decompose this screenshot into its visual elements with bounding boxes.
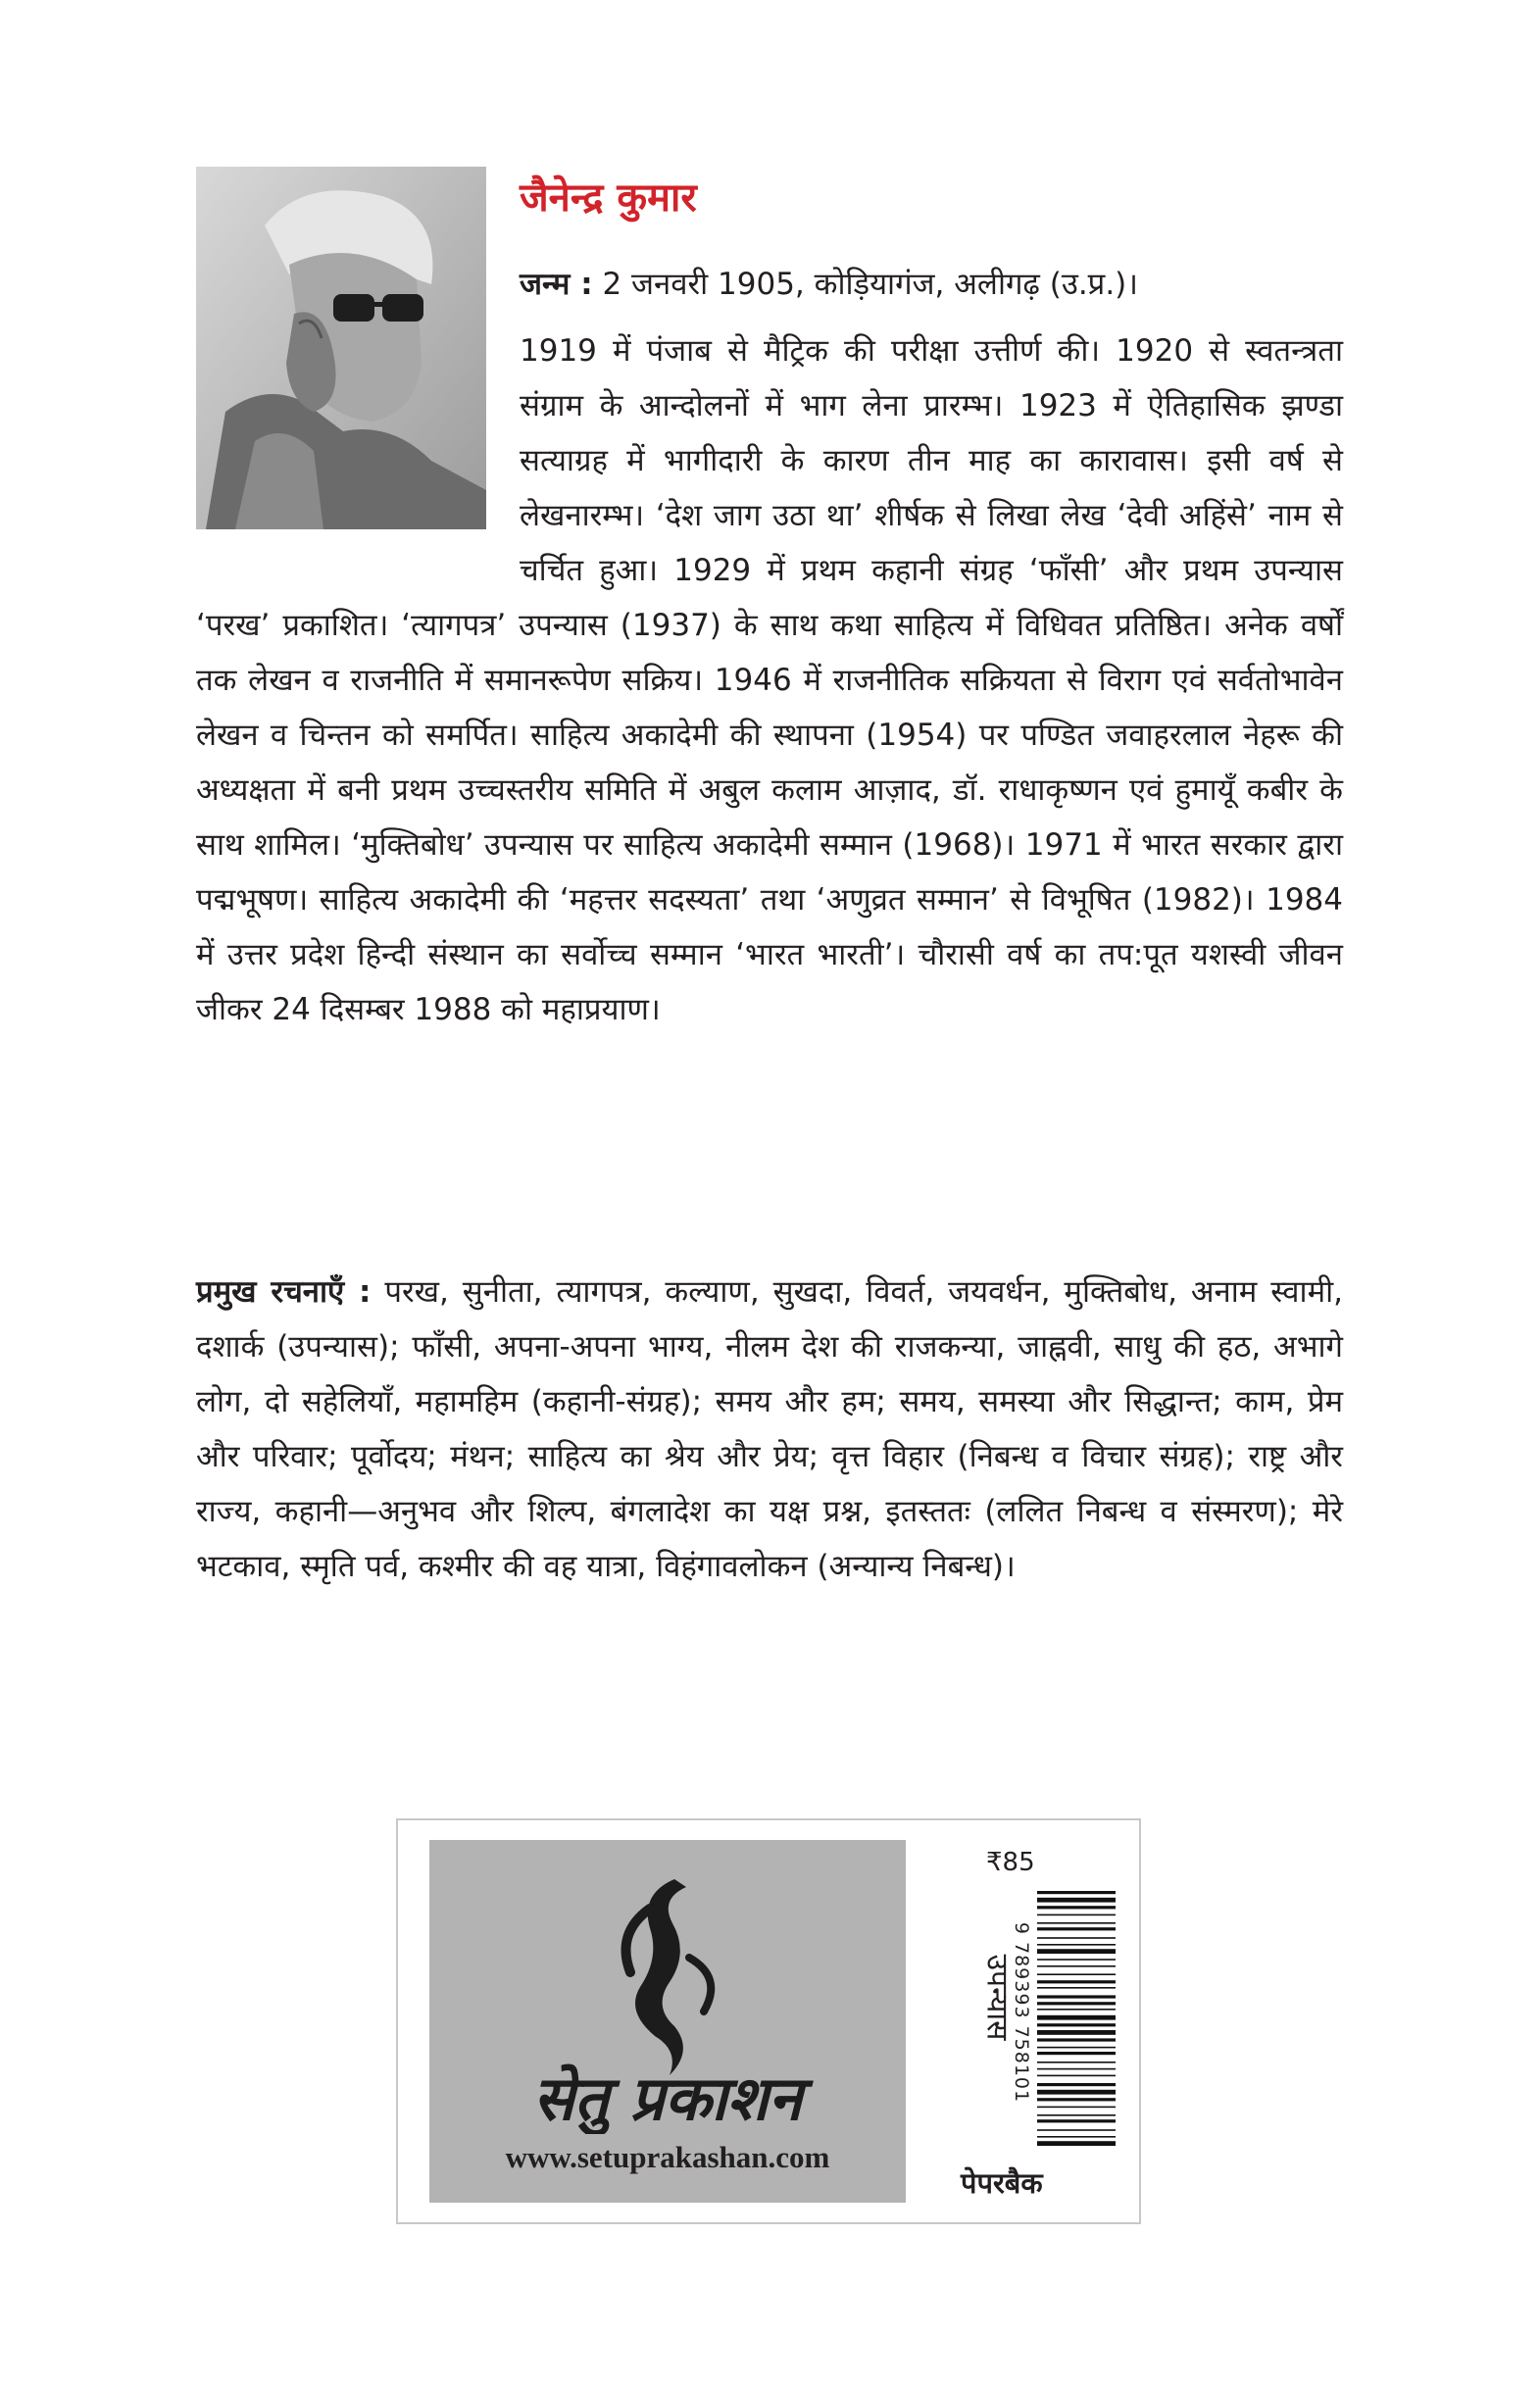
genre-label: उपन्यास — [979, 1954, 1015, 2041]
publisher-logo-panel — [429, 1840, 906, 2203]
publisher-footer — [396, 1818, 1141, 2224]
birth-info — [520, 257, 1343, 312]
major-works — [196, 1265, 1343, 1594]
publisher-logo-text: सेतु प्रकाशन — [532, 2062, 803, 2134]
binding-type: पेपरबैक — [961, 2166, 1043, 2200]
biography-section — [196, 323, 1343, 1037]
isbn-number: 9 789393 758101 — [1011, 1921, 1032, 2104]
biography-text: 1919 में पंजाब से मैट्रिक की परीक्षा उत्तीर्ण की। 1920 से स्वतन्त्रता संग्राम के आन्दोलनों में भाग लेना प्रारम्भ। 1923 में ऐतिहासिक झण्डा सत्याग्रह में भागीदारी के कारण तीन माह का कारावास। इसी वर्ष से लेखनारम्भ। ‘देश जाग उठा था’ शीर्षक से लिखा लेख ‘देवी अहिंसे’ नाम से चर्चित हुआ। 1929 में प्रथम कहानी संग्रह ‘फाँसी’ और प्रथम उपन्यास ‘परख’ प्रकाशित। ‘त्यागपत्र’ उपन्यास (1937) के साथ कथा साहित्य में विधिवत प्रतिष्ठित। अनेक वर्षों तक लेखन व राजनीति में समानरूपेण सक्रिय। 1946 में राजनीतिक सक्रियता से विराग एवं सर्वतोभावेन लेखन व चिन्तन को समर्पित। साहित्य अकादेमी की स्थापना (1954) पर पण्डित जवाहरलाल नेहरू की अध्यक्षता में बनी प्रथम उच्चस्तरीय समिति में अबुल कलाम आज़ाद, डॉ. राधाकृष्णन एवं हुमायूँ कबीर के साथ शामिल। ‘मुक्तिबोध’ उपन्यास पर साहित्य अकादेमी सम्मान (1968)। 1971 में भारत सरकार द्वारा पद्मभूषण। साहित्य अकादेमी की ‘महत्तर सदस्यता’ तथा ‘अणुव्रत सम्मान’ से विभूषित (1982)। 1984 में उत्तर प्रदेश हिन्दी संस्थान का सर्वोच्च सम्मान ‘भारत भारती’। चौरासी वर्ष का तप:पूत यशस्वी जीवन जीकर 24 दिसम्बर 1988 को महाप्रयाण। — [196, 333, 1343, 1027]
birth-label: जन्म : — [520, 267, 593, 302]
publisher-logo-icon — [429, 1840, 906, 2134]
works-label: प्रमुख रचनाएँ : — [196, 1274, 372, 1310]
barcode-icon — [1037, 1887, 1116, 2152]
birth-text: 2 जनवरी 1905, कोड़ियागंज, अलीगढ़ (उ.प्र.)। — [592, 267, 1139, 302]
photo-wrap-spacer — [196, 323, 520, 551]
publisher-website: www.setuprakashan.com — [505, 2140, 830, 2174]
price-tag: ₹85 — [986, 1848, 1035, 1877]
works-text: परख, सुनीता, त्यागपत्र, कल्याण, सुखदा, विवर्त, जयवर्धन, मुक्तिबोध, अनाम स्वामी, दशार्क (उपन्यास); फाँसी, अपना-अपना भाग्य, नीलम देश की राजकन्या, जाह्नवी, साधु की हठ, अभागे लोग, दो सहेलियाँ, महामहिम (कहानी-संग्रह); समय और हम; समय, समस्या और सिद्धान्त; काम, प्रेम और परिवार; पूर्वोदय; मंथन; साहित्य का श्रेय और प्रेय; वृत्त विहार (निबन्ध व विचार संग्रह); राष्ट्र और राज्य, कहानी—अनुभव और शिल्प, बंगलादेश का यक्ष प्रश्न, इतस्ततः (ललित निबन्ध व संस्मरण); मेरे भटकाव, स्मृति पर्व, कश्मीर की वह यात्रा, विहंगावलोकन (अन्यान्य निबन्ध)। — [196, 1274, 1343, 1584]
author-name: जैनेन्द्र कुमार — [520, 175, 697, 221]
